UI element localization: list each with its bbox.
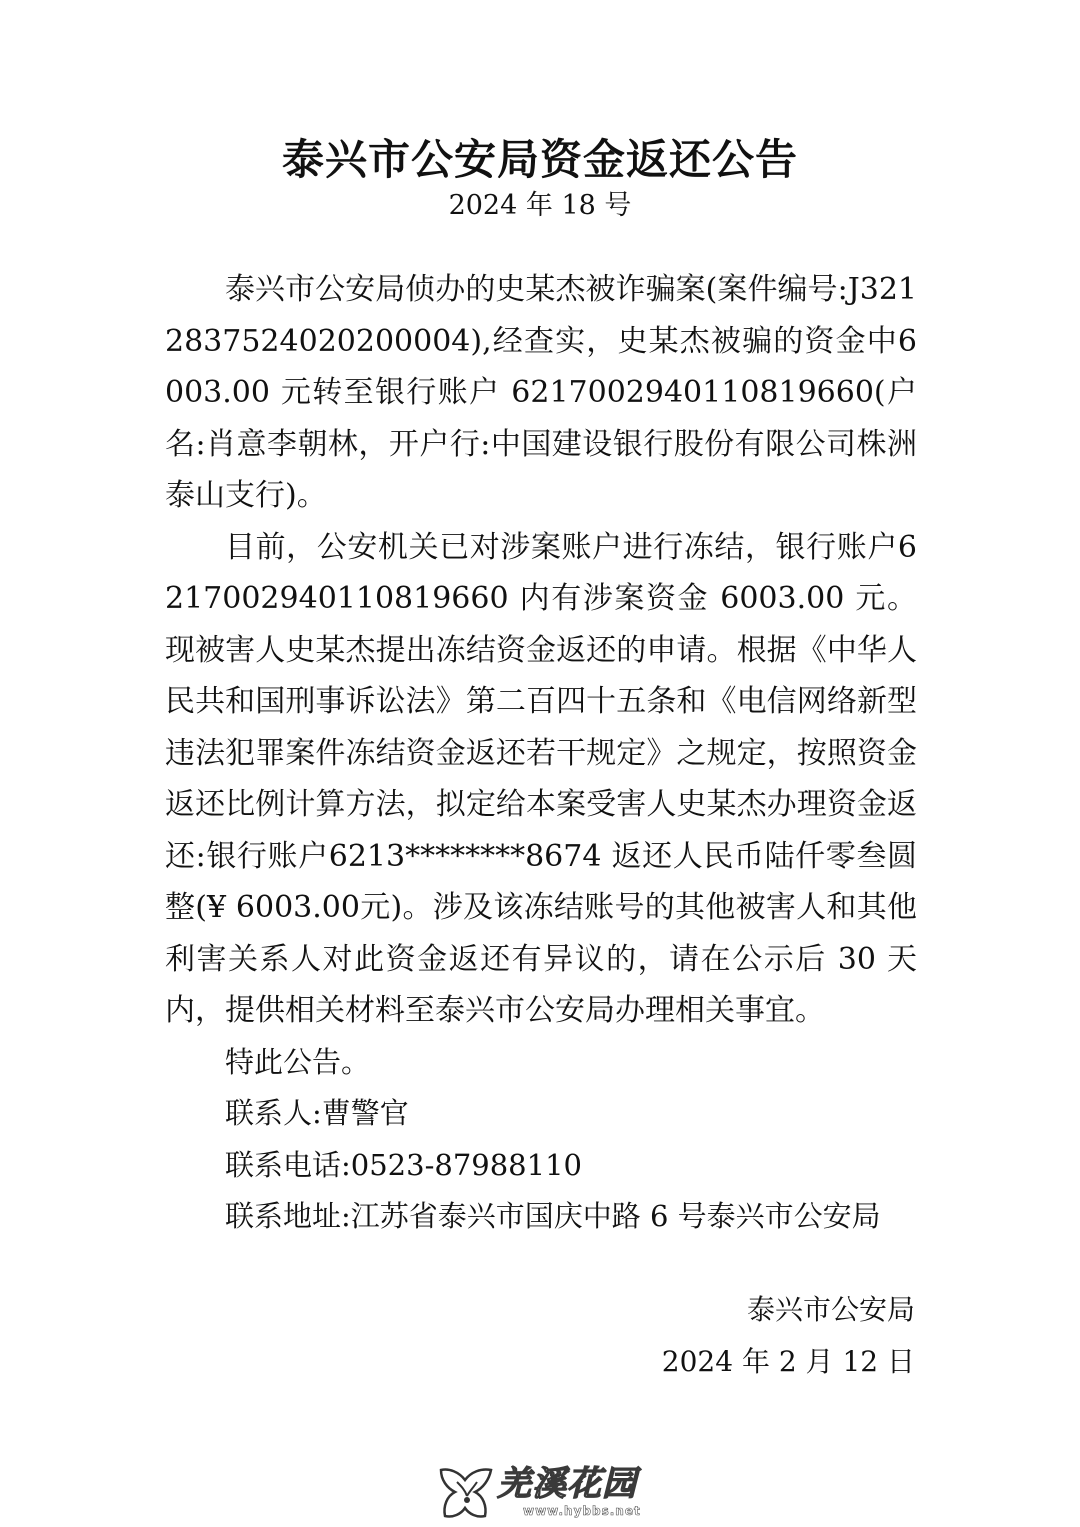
watermark-logo-icon (435, 1462, 499, 1522)
contact-person: 联系人:曹警官 (225, 1096, 409, 1130)
document-number: 2024 年 18 号 (448, 190, 632, 221)
signature-organization: 泰兴市公安局 (746, 1293, 915, 1326)
signature-date: 2024 年 2 月 12 日 (661, 1345, 915, 1378)
site-watermark (435, 1462, 645, 1522)
paragraph-refund-notice: 目前，公安机关已对涉案账户进行冻结，银行账户6217002940110819660 内有涉案资金 6003.00 元。现被害人史某杰提出冻结资金返还的申请。根据《中华人民共和国刑事诉讼法》第二百四十五条和《电信网络新型违法犯罪案件冻结资金返还若干规定》之规定，按照资金返还比例计算方法，拟定给本案受害人史某杰办理资金返还:银行账户6213********8674 返还人民币陆仟零叁圆整(¥ 6003.00元)。涉及该冻结账号的其他被害人和其他利害关系人对此资金返还有异议的，请在公示后 30 天内，提供相关材料至泰兴市公安局办理相关事宜。 (165, 529, 917, 1028)
document-body (165, 264, 917, 1243)
paragraph-case-details: 泰兴市公安局侦办的史某杰被诈骗案(案件编号:J3212837524020200004),经查实，史某杰被骗的资金中6003.00 元转至银行账户 6217002940110819660(户名:肖意李朝林，开户行:中国建设银行股份有限公司株洲泰山支行)。 (165, 272, 917, 513)
watermark-site-name: 羌溪花园 (497, 1464, 637, 1504)
contact-address: 联系地址:江苏省泰兴市国庆中路 6 号泰兴市公安局 (225, 1199, 881, 1233)
closing-text: 特此公告。 (225, 1044, 371, 1079)
watermark-site-url: www.hybbs.net (523, 1504, 641, 1518)
contact-phone: 联系电话:0523-87988110 (225, 1147, 582, 1182)
document-title: 泰兴市公安局资金返还公告 (281, 135, 798, 184)
